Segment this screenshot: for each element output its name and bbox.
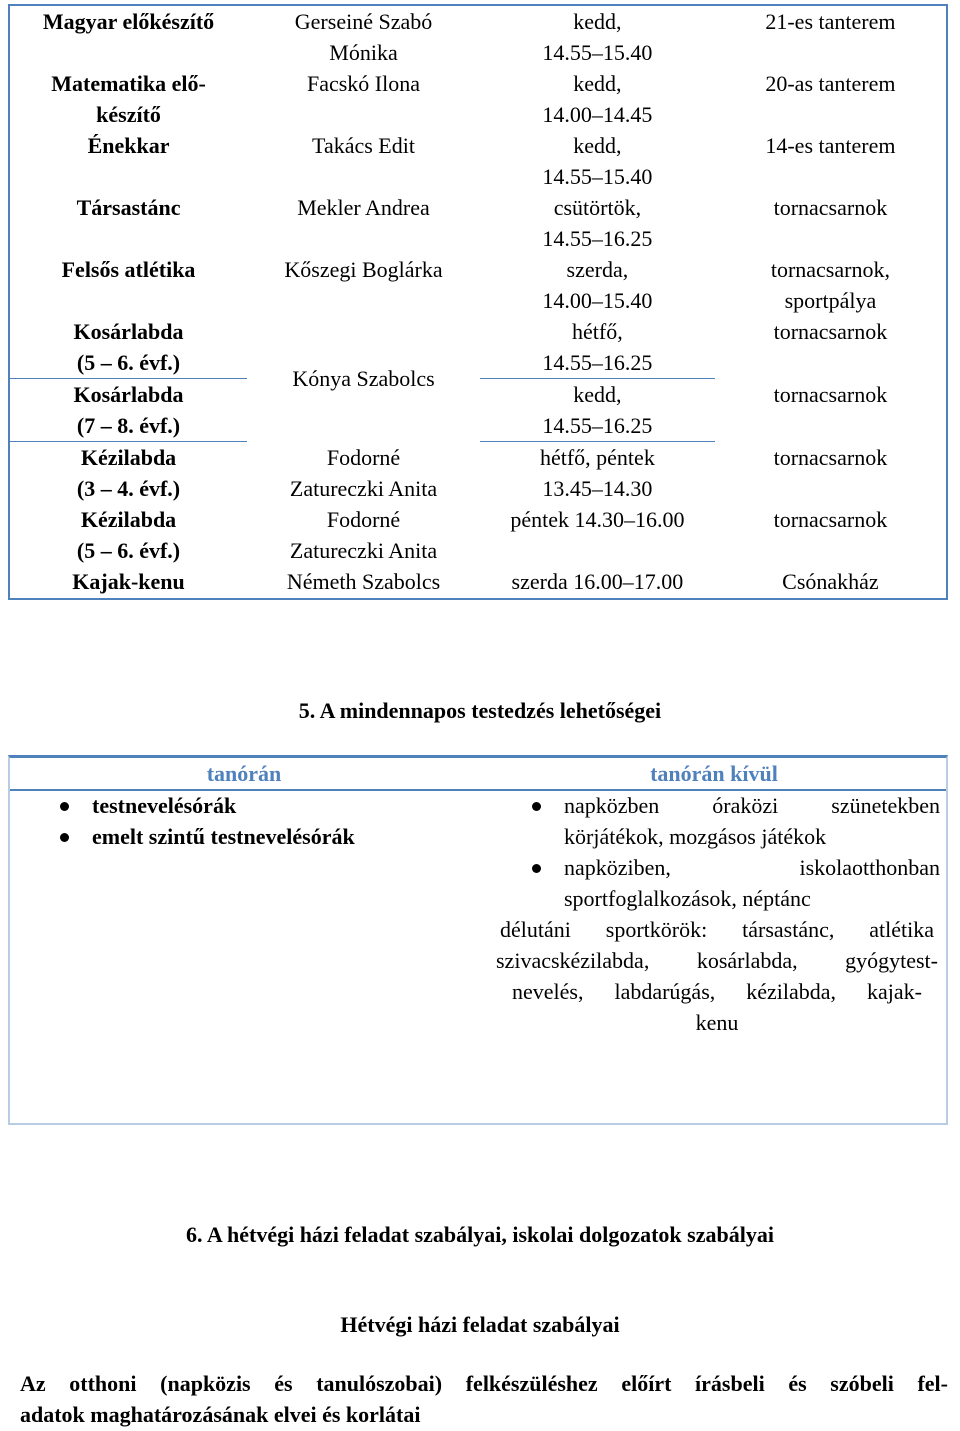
cell-place [715,442,947,505]
cell-line: tornacsarnok, [770,257,890,282]
schedule-table [8,4,948,600]
cell-line: tornacsarnok [773,381,888,407]
cell-teacher [247,566,480,599]
cell-place [715,5,947,68]
table-row [9,68,947,130]
right-extra-line-1: délutáni sportkörök: társastánc, atlétika [500,917,934,942]
cell-line: Kosárlabda [73,319,184,344]
cell-line: 14.55–16.25 [542,350,653,375]
cell-line: Énekkar [87,133,170,158]
col-header-tanoran: tanórán [206,761,282,786]
exercise-options-table [8,755,948,1125]
right-item-2-line-2: sportfoglalkozások, néptánc [564,886,811,911]
cell-line: kedd, [573,9,622,34]
cell-line: Társastánc [76,195,181,220]
cell-line: 14.55–16.25 [542,226,653,251]
table-row [9,130,947,192]
cell-line: csütörtök, [553,195,642,220]
cell-line: Németh Szabolcs [286,569,441,594]
cell-time [480,68,715,130]
cell-teacher [247,254,480,316]
paragraph-line-1: Az otthoni (napközis és tanulószobai) felkészüléshez előírt írásbeli és szóbeli fel- [20,1371,948,1396]
cell-line: Mónika [329,40,398,65]
cell-activity [9,5,247,68]
cell-line: Zatureczki Anita [289,538,438,563]
cell-line: Kőszegi Boglárka [284,257,443,282]
cell-line: Fodorné [326,507,401,532]
cell-time [480,504,715,566]
cell-line: Gerseiné Szabó [294,9,433,34]
cell-line: Felsős atlétika [61,257,196,282]
cell-activity [9,316,247,379]
cell-activity [9,68,247,130]
bullet-icon [532,802,541,811]
cell-line: hétfő, [572,319,623,344]
table-row [9,254,947,316]
cell-place [715,192,947,254]
table-row [9,192,947,254]
cell-line: Kajak-kenu [72,569,185,594]
paragraph-line-2: adatok maghatározásának elvei és korlátai [20,1402,421,1427]
cell-teacher [247,192,480,254]
cell-line: Kézilabda [80,507,177,532]
cell-place [715,68,947,130]
cell-place [715,316,947,379]
cell-time [480,5,715,68]
cell-activity [9,254,247,316]
table-row [9,504,947,566]
table-row [9,316,947,379]
table-row [9,566,947,599]
cell-line: (3 – 4. évf.) [76,476,181,501]
cell-line: sportpálya [784,288,877,313]
cell-line: Magyar előkészítő [42,9,215,34]
cell-line: 14.55–15.40 [542,164,653,189]
cell-time [480,379,715,442]
col-header-tanoran-kivul: tanórán kívül [650,761,778,786]
cell-line: kedd, [573,71,622,96]
cell-line: 20-as tanterem [765,71,896,96]
right-extra-line-3: nevelés, labdarúgás, kézilabda, kajak- [512,979,922,1004]
cell-place [715,379,947,442]
exercise-options-header [10,758,946,791]
cell-line: 14.00–14.45 [542,102,653,127]
left-item-2: emelt szintű testnevelésórák [92,824,355,849]
left-item-1: testnevelésórák [92,793,237,818]
cell-activity [9,192,247,254]
table-row [9,442,947,505]
cell-place [715,504,947,566]
cell-line: péntek 14.30–16.00 [510,507,685,532]
cell-activity [9,130,247,192]
cell-place [715,130,947,192]
cell-line: Kónya Szabolcs [292,366,435,392]
cell-line: 14.55–15.40 [542,40,653,65]
section-6-heading: 6. A hétvégi házi feladat szabályai, iskolai dolgozatok szabályai [186,1222,774,1247]
cell-line: Matematika elő- [51,71,206,96]
cell-line: (5 – 6. évf.) [76,538,181,563]
cell-activity [9,566,247,599]
cell-line: Mekler Andrea [297,195,430,220]
cell-activity [9,379,247,442]
right-extra-line-4: kenu [695,1010,739,1035]
cell-activity [9,504,247,566]
cell-line: kedd, [573,382,622,407]
cell-line: (7 – 8. évf.) [76,413,181,438]
cell-line: Kosárlabda [73,382,184,407]
cell-line: (5 – 6. évf.) [76,350,181,375]
cell-teacher [247,130,480,192]
bullet-icon [60,802,69,811]
cell-line: szerda 16.00–17.00 [511,569,684,594]
cell-line: tornacsarnok [773,195,888,220]
cell-line: 14.55–16.25 [542,413,653,438]
cell-time [480,130,715,192]
cell-place [715,566,947,599]
bullet-icon [60,833,69,842]
cell-activity [9,442,247,505]
section-6-subheading: Hétvégi házi feladat szabályai [340,1312,620,1337]
cell-line: 21-es tanterem [765,9,896,34]
right-item-2-line-1: napköziben, iskolaotthonban [564,855,940,880]
cell-line: 13.45–14.30 [542,476,653,501]
cell-line: 14.00–15.40 [542,288,653,313]
cell-teacher [247,504,480,566]
section-5-heading: 5. A mindennapos testedzés lehetőségei [298,698,662,723]
cell-teacher [247,5,480,68]
cell-place [715,254,947,316]
cell-line: Facskó Ilona [306,71,421,96]
cell-line: szerda, [566,257,629,282]
cell-line: tornacsarnok [773,319,888,344]
cell-line: Csónakház [782,569,879,594]
cell-teacher [247,442,480,505]
right-item-1-line-2: körjátékok, mozgásos játékok [564,824,827,849]
cell-line: kedd, [573,133,622,158]
right-item-1-line-1: napközben óraközi szünetekben [564,793,940,818]
cell-time [480,566,715,599]
cell-line: Fodorné [326,444,401,470]
section-6-paragraph [20,1368,948,1430]
table-row [9,5,947,68]
cell-line: Kézilabda [80,445,177,470]
right-extra-line-2: szivacskézilabda, kosárlabda, gyógytest- [496,948,938,973]
cell-line: hétfő, péntek [539,445,655,470]
cell-line: Takács Edit [312,133,415,158]
cell-time [480,192,715,254]
cell-time [480,254,715,316]
cell-line: tornacsarnok [773,507,888,532]
cell-time [480,442,715,505]
cell-teacher [247,68,480,130]
cell-teacher [247,316,480,442]
cell-line: készítő [96,102,161,127]
cell-line: Zatureczki Anita [289,475,438,501]
cell-line: tornacsarnok [773,444,888,470]
cell-line: 14-es tanterem [765,133,896,158]
cell-time [480,316,715,379]
bullet-icon [532,864,541,873]
